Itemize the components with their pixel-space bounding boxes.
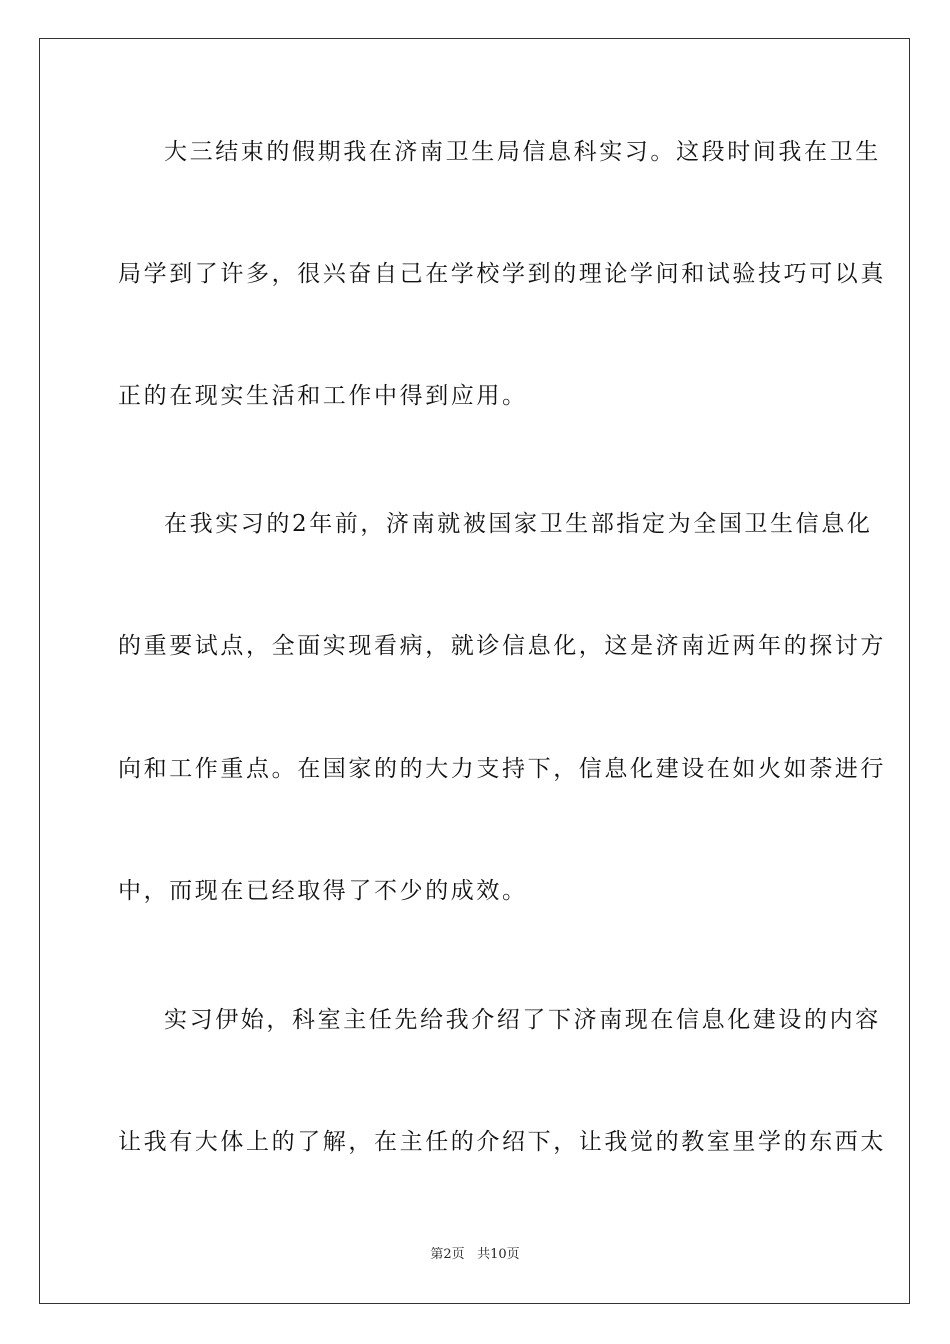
- paragraph-1-line-1: 大三结束的假期我在济南卫生局信息科实习。这段时间我在卫生: [164, 139, 881, 165]
- paragraph-1-line-2: 局学到了许多，很兴奋自己在学校学到的理论学问和试验技巧可以真: [118, 261, 886, 287]
- paragraph-2-line-2: 的重要试点，全面实现看病，就诊信息化，这是济南近两年的探讨方: [118, 633, 886, 659]
- page-frame: [39, 38, 910, 1304]
- paragraph-3-line-1: 实习伊始，科室主任先给我介绍了下济南现在信息化建设的内容: [164, 1007, 881, 1033]
- paragraph-2-line-4: 中，而现在已经取得了不少的成效。: [118, 878, 528, 904]
- page-number: 第2页: [430, 1247, 465, 1262]
- paragraph-3-line-2: 让我有大体上的了解，在主任的介绍下，让我觉的教室里学的东西太: [118, 1129, 886, 1155]
- paragraph-2-line-3: 向和工作重点。在国家的的大力支持下，信息化建设在如火如荼进行: [118, 756, 886, 782]
- paragraph-2-line-1: 在我实习的2年前，济南就被国家卫生部指定为全国卫生信息化: [164, 511, 873, 537]
- total-pages: 共10页: [477, 1247, 520, 1262]
- paragraph-1-line-3: 正的在现实生活和工作中得到应用。: [118, 383, 528, 409]
- page-footer: [0, 1246, 950, 1264]
